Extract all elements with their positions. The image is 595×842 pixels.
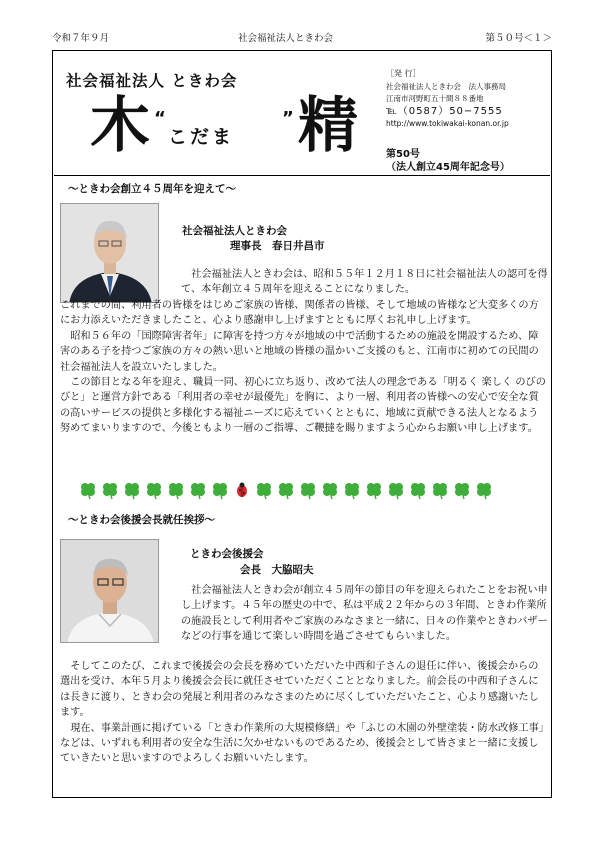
- title-char-ki: 木: [90, 91, 150, 161]
- title-quote-open: “: [154, 108, 166, 129]
- section2-paragraph-1: [181, 583, 548, 645]
- section1-para1: 社会福祉法人ときわ会は、昭和５５年１２月１８日に社会福祉法人の認可を得て、本年創立４５周年を迎えることになりました。: [181, 269, 548, 296]
- clover-icon: [364, 480, 384, 500]
- clover-icon: [144, 480, 164, 500]
- clover-icon: [166, 480, 186, 500]
- section1-para3: 昭和５６年の「国際障害者年」に障害を持つ方々が地域の中で活動するための施設を開設するため、障害のある子を持つご家族の方々の熱い思いと地域の皆様の温かいご支援のもと、江南市に初めての民間の社会福祉法人を設立いたしました。: [60, 330, 539, 373]
- section1-para2: これまでの間、利用者の皆様をはじめご家族の皆様、関係者の皆様、そして地域の皆様など大変多くの方にお力添えいただきましたこと、心より感謝申し上げますとともに厚くお礼申し上げます。: [60, 300, 539, 327]
- supporters-org: ときわ会後援会: [190, 548, 264, 560]
- title-char-sei: 精: [298, 91, 358, 161]
- clover-icon: [254, 480, 274, 500]
- clover-icon: [188, 480, 208, 500]
- supporters-chair-role-name: 会長 大脇昭夫: [240, 564, 314, 576]
- publisher-label: ［発 行］: [386, 69, 421, 78]
- section1-paragraph-1: [181, 267, 548, 298]
- section1-para4: この節目となる年を迎え、職員一同、初心に立ち返り、改めて法人の理念である「明るく 楽しく のびのびと」と運営方針である「利用者の幸せが最優先」を胸に、より一層、利用者の皆様への安心で安全な質の高いサービスの提供と多様化する福祉ニーズに応えていくとともに、地域に貢献できる法人となるよう努めてまいりますので、今後ともより一層のご指導、ご鞭撻を賜りますよう心からお願い申し上げます。: [60, 377, 546, 435]
- clover-icon: [122, 480, 142, 500]
- section2-para2: そしてこのたび、これまで後援会の会長を務めていただいた中西和子さんの退任に伴い、後援会からの選出を受け、本年５月より後援会会長に就任させていただくこととなりました。前会長の中西和子さんには長きに渡り、ときわ会の発展と利用者のみなさまのために尽くしていただいたこと、心より感謝いたします。: [60, 661, 539, 719]
- clover-icon: [342, 480, 362, 500]
- clover-icon: [210, 480, 230, 500]
- chairman-org: 社会福祉法人ときわ会: [182, 225, 287, 237]
- clover-icon: [276, 480, 296, 500]
- section1-title: ～ときわ会創立４５周年を迎えて～: [68, 183, 236, 195]
- ladybug-icon: [232, 480, 252, 500]
- clover-icon: [320, 480, 340, 500]
- masthead: [54, 52, 550, 176]
- clover-icon: [386, 480, 406, 500]
- publisher-tel: ℡（0587）50−7555: [386, 105, 503, 117]
- issue-number: 第50号: [386, 149, 420, 160]
- chairman-photo: [60, 203, 159, 303]
- clover-icon: [430, 480, 450, 500]
- section2-para1: 社会福祉法人ときわ会が創立４５周年の節目の年を迎えられたことをお祝い申し上げます。４５年の歴史の中で、私は平成２２年からの３年間、ときわ作業所の施設長として利用者やご家族のみなさまと一緒に、日々の作業やときわバザーなどの行事を通じて楽しい時間を過ごさせてもらいました。: [181, 585, 548, 643]
- page-header: [52, 30, 552, 46]
- anniversary-label: （法人創立45周年記念号）: [386, 162, 510, 173]
- clover-icon: [452, 480, 472, 500]
- publisher-address: 江南市河野町五十間８８番地: [386, 94, 484, 103]
- person-portrait-icon: [61, 540, 159, 643]
- issue-page-number: 第５０号＜１＞: [485, 33, 552, 44]
- clover-icon: [78, 480, 98, 500]
- publisher-info: [386, 68, 546, 131]
- chairman-role-name: 理事長 春日井昌市: [230, 240, 325, 252]
- newsletter-title: [72, 91, 372, 162]
- person-portrait-icon: [61, 204, 159, 303]
- header-org-name: 社会福祉法人ときわ会: [238, 33, 334, 44]
- clover-icon: [100, 480, 120, 500]
- clover-icon: [474, 480, 494, 500]
- masthead-org-name: 社会福祉法人 ときわ会: [66, 72, 238, 90]
- clover-icon: [408, 480, 428, 500]
- publisher-url: http://www.tokiwakai-konan.or.jp: [386, 119, 509, 128]
- section1-body: [60, 298, 548, 437]
- supporters-chair-photo: [60, 539, 159, 643]
- clover-icon: [298, 480, 318, 500]
- title-kodama: こだま: [168, 126, 235, 148]
- section2-body: [60, 659, 548, 767]
- clover-divider: [78, 480, 498, 502]
- issue-date: 令和７年９月: [52, 33, 110, 44]
- title-quote-close: ”: [282, 108, 294, 129]
- issue-number-block: [386, 148, 510, 174]
- section2-para3: 現在、事業計画に掲げている「ときわ作業所の大規模修繕」や「ふじの木園の外壁塗装・防水改修工事」などは、いずれも利用者の安全な生活に欠かせないものであるため、後援会として皆さまと一緒に支援していきたいと思いますのでよろしくお願いいたします。: [60, 722, 544, 765]
- section2-title: ～ときわ会後援会長就任挨拶～: [68, 514, 215, 526]
- publisher-name: 社会福祉法人ときわ会 法人事務局: [386, 81, 506, 91]
